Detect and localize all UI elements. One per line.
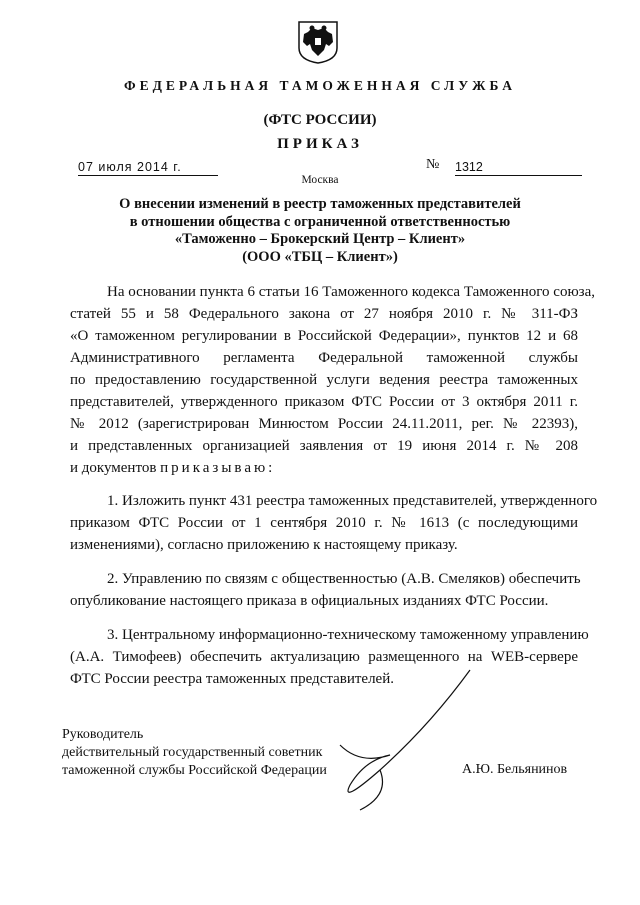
title-line: (ООО «ТБЦ – Клиент») xyxy=(242,248,398,265)
signatory-line: Руководитель xyxy=(62,727,144,742)
signatory-name: А.Ю. Бельянинов xyxy=(462,762,568,777)
signatory-line: таможенной службы Российской Федерации xyxy=(62,763,327,778)
agency-short-name: (ФТС РОССИИ) xyxy=(263,112,377,128)
agency-name: ФЕДЕРАЛЬНАЯ ТАМОЖЕННАЯ СЛУЖБА xyxy=(124,78,516,93)
title-line: «Таможенно – Брокерский Центр – Клиент» xyxy=(174,231,466,247)
city: Москва xyxy=(301,174,339,186)
preamble-line: и представленных организацией заявления от 19 июня 2014 г. № 208 xyxy=(70,438,578,454)
document-type: ПРИКАЗ xyxy=(277,136,363,152)
signatory-title xyxy=(62,726,327,780)
preamble-line xyxy=(70,459,578,477)
order-word: приказываю: xyxy=(160,460,276,476)
handwritten-signature xyxy=(320,665,480,815)
preamble-line: Административного регламента Федеральной таможенной службы xyxy=(70,350,578,366)
number-label: № xyxy=(426,157,440,172)
item-1-line: изменениями), согласно приложению к настоящему приказу. xyxy=(70,537,458,553)
item-2-line: опубликование настоящего приказа в официальных изданиях ФТС России. xyxy=(70,593,549,609)
item-3-line: 3. Центральному информационно-техническому таможенному управлению xyxy=(107,627,589,643)
preamble-line: «О таможенном регулировании в Российской Федерации», пунктов 12 и 68 xyxy=(70,328,578,344)
order-number: 1312 xyxy=(455,160,582,176)
title-line: в отношении общества с ограниченной ответственностью xyxy=(129,213,511,230)
item-3-line: ФТС России реестра таможенных представителей. xyxy=(70,671,394,687)
item-1-line: 1. Изложить пункт 431 реестра таможенных представителей, утвержденного xyxy=(107,493,598,509)
item-2-line: 2. Управлению по связям с общественностью (А.В. Смеляков) обеспечить xyxy=(107,571,581,587)
item-1-line: приказом ФТС России от 1 сентября 2010 г. № 1613 (с последующими xyxy=(70,515,578,531)
signatory-line: действительный государственный советник xyxy=(62,745,323,760)
preamble-line: На основании пункта 6 статьи 16 Таможенного кодекса Таможенного союза, xyxy=(107,284,595,300)
preamble-end: и документов xyxy=(70,460,157,476)
preamble-line: статей 55 и 58 Федерального закона от 27 ноября 2010 г. № 311-ФЗ xyxy=(70,306,578,322)
coat-of-arms-emblem xyxy=(296,20,340,64)
preamble-line: представителей, утвержденного приказом ФТС России от 3 октября 2011 г. xyxy=(70,394,578,410)
order-title xyxy=(0,196,640,266)
order-date: 07 июля 2014 г. xyxy=(78,160,218,176)
preamble-line: № 2012 (зарегистрирован Минюстом России 24.11.2011, рег. № 22393), xyxy=(70,416,578,432)
preamble-line: по предоставлению государственной услуги ведения реестра таможенных xyxy=(70,372,578,388)
title-line: О внесении изменений в реестр таможенных представителей xyxy=(119,196,521,212)
item-3-line: (А.А. Тимофеев) обеспечить актуализацию размещенного на WEB-сервере xyxy=(70,649,578,665)
